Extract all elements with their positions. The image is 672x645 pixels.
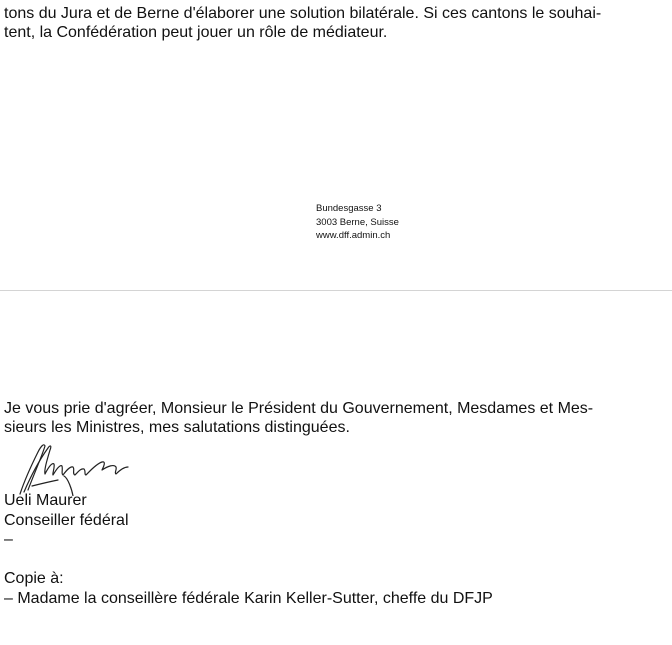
closing-line: sieurs les Ministres, mes salutations distinguées. [4, 419, 350, 436]
footer-address [316, 202, 399, 243]
address-website: www.dff.admin.ch [316, 230, 391, 241]
address-street: Bundesgasse 3 [316, 203, 382, 214]
signatory-name: Ueli Maurer [4, 492, 87, 509]
closing-paragraph [4, 399, 593, 437]
paragraph-line: tons du Jura et de Berne d'élaborer une solution bilatérale. Si ces cantons le souhai- [4, 5, 602, 22]
address-city: 3003 Berne, Suisse [316, 216, 399, 228]
copy-recipient: – Madame la conseillère fédérale Karin Keller-Sutter, cheffe du DFJP [4, 590, 493, 607]
body-paragraph [4, 4, 601, 42]
handwritten-signature [18, 440, 136, 496]
page-divider [0, 290, 672, 291]
closing-line: Je vous prie d'agréer, Monsieur le Président du Gouvernement, Mesdames et Mes- [4, 400, 594, 417]
separator-dash: – [4, 531, 13, 548]
copy-label: Copie à: [4, 570, 64, 587]
paragraph-line: tent, la Confédération peut jouer un rôle de médiateur. [4, 24, 388, 41]
signatory-title: Conseiller fédéral [4, 512, 129, 529]
